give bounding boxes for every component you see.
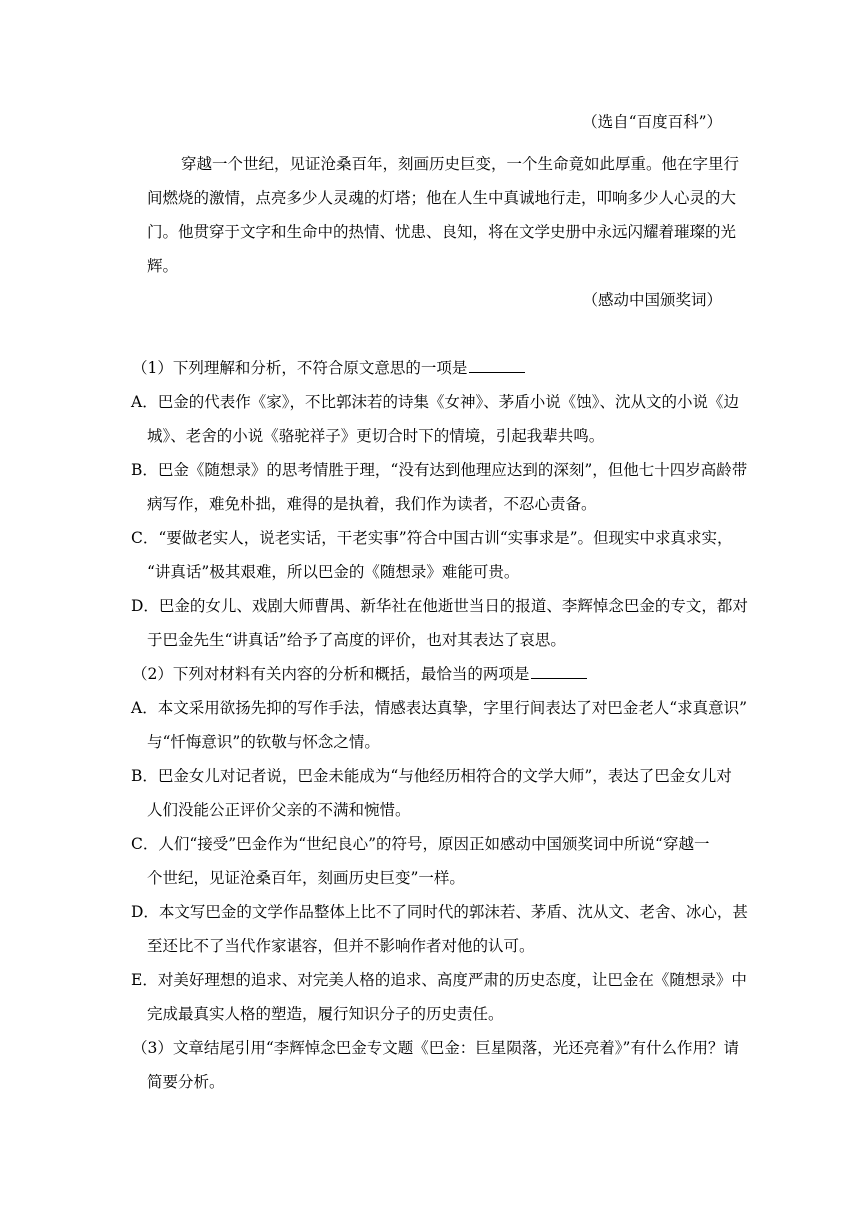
question-1-text: （1）下列理解和分析，不符合原文意思的一项是: [132, 359, 468, 377]
tribute-line: 间燃烧的激情，点亮多少人灵魂的灯塔；他在人生中真诚地行走，叩响多少人心灵的大: [147, 189, 737, 207]
q1-option-a-cont: 城》、老舍的小说《骆驼祥子》更切合时下的情境，引起我辈共鸣。: [147, 427, 605, 445]
q2-option-c: C．人们“接受”巴金作为“世纪良心”的符号，原因正如感动中国颁奖词中所说“穿越一: [131, 835, 710, 853]
q1-option-d: D．巴金的女儿、戏剧大师曹禺、新华社在他逝世当日的报道、李辉悼念巴金的专文，都对: [131, 597, 748, 615]
q2-option-b: B．巴金女儿对记者说，巴金未能成为“与他经历相符合的文学大师”，表达了巴金女儿对: [131, 767, 732, 785]
answer-blank: [531, 664, 587, 679]
q2-option-d: D．本文写巴金的文学作品整体上比不了同时代的郭沫若、茅盾、沈从文、老舍、冰心，甚: [131, 903, 748, 921]
q1-option-a: A．巴金的代表作《家》，不比郭沫若的诗集《女神》、茅盾小说《蚀》、沈从文的小说《边: [131, 393, 739, 411]
question-3-stem: （3）文章结尾引用“李辉悼念巴金专文题《巴金：巨星陨落，光还亮着》”有什么作用？请: [132, 1039, 739, 1057]
q1-option-d-cont: 于巴金先生“讲真话”给予了高度的评价，也对其表达了哀思。: [147, 631, 566, 649]
tribute-line: 穿越一个世纪，见证沧桑百年，刻画历史巨变，一个生命竟如此厚重。他在字里行: [181, 155, 740, 173]
q1-option-c-cont: “讲真话”极其艰难，所以巴金的《随想录》难能可贵。: [147, 563, 520, 581]
source-note: （选自“百度百科”）: [582, 113, 722, 131]
q1-option-c: C．“要做老实人，说老实话，干老实事”符合中国古训“实事求是”。但现实中求真求实，: [131, 529, 733, 547]
q1-option-b: B．巴金《随想录》的思考情胜于理，“没有达到他理应达到的深刻”，但他七十四岁高龄带: [131, 461, 748, 479]
question-3-stem-cont: 简要分析。: [147, 1073, 225, 1091]
tribute-source: （感动中国颁奖词）: [582, 291, 722, 309]
question-1-stem: [132, 356, 525, 378]
question-2-stem: [132, 662, 587, 684]
q2-option-d-cont: 至还比不了当代作家谌容，但并不影响作者对他的认可。: [147, 937, 535, 955]
q2-option-c-cont: 个世纪，见证沧桑百年，刻画历史巨变”一样。: [147, 869, 465, 887]
tribute-line: 门。他贯穿于文字和生命中的热情、忧患、良知，将在文学史册中永远闪耀着璀璨的光: [147, 223, 737, 241]
q1-option-b-cont: 病写作，难免朴拙，难得的是执着，我们作为读者，不忍心责备。: [147, 495, 597, 513]
q2-option-e-cont: 完成最真实人格的塑造，履行知识分子的历史责任。: [147, 1005, 504, 1023]
question-2-text: （2）下列对材料有关内容的分析和概括，最恰当的两项是: [132, 665, 530, 683]
q2-option-b-cont: 人们没能公正评价父亲的不满和惋惜。: [147, 801, 411, 819]
q2-option-e: E．对美好理想的追求、对完美人格的追求、高度严肃的历史态度，让巴金在《随想录》中: [131, 971, 747, 989]
q2-option-a: A．本文采用欲扬先抑的写作手法，情感表达真挚，字里行间表达了对巴金老人“求真意识”: [131, 699, 748, 717]
q2-option-a-cont: 与“忏悔意识”的钦敬与怀念之情。: [147, 733, 380, 751]
tribute-line: 辉。: [147, 257, 179, 275]
answer-blank: [469, 358, 525, 373]
